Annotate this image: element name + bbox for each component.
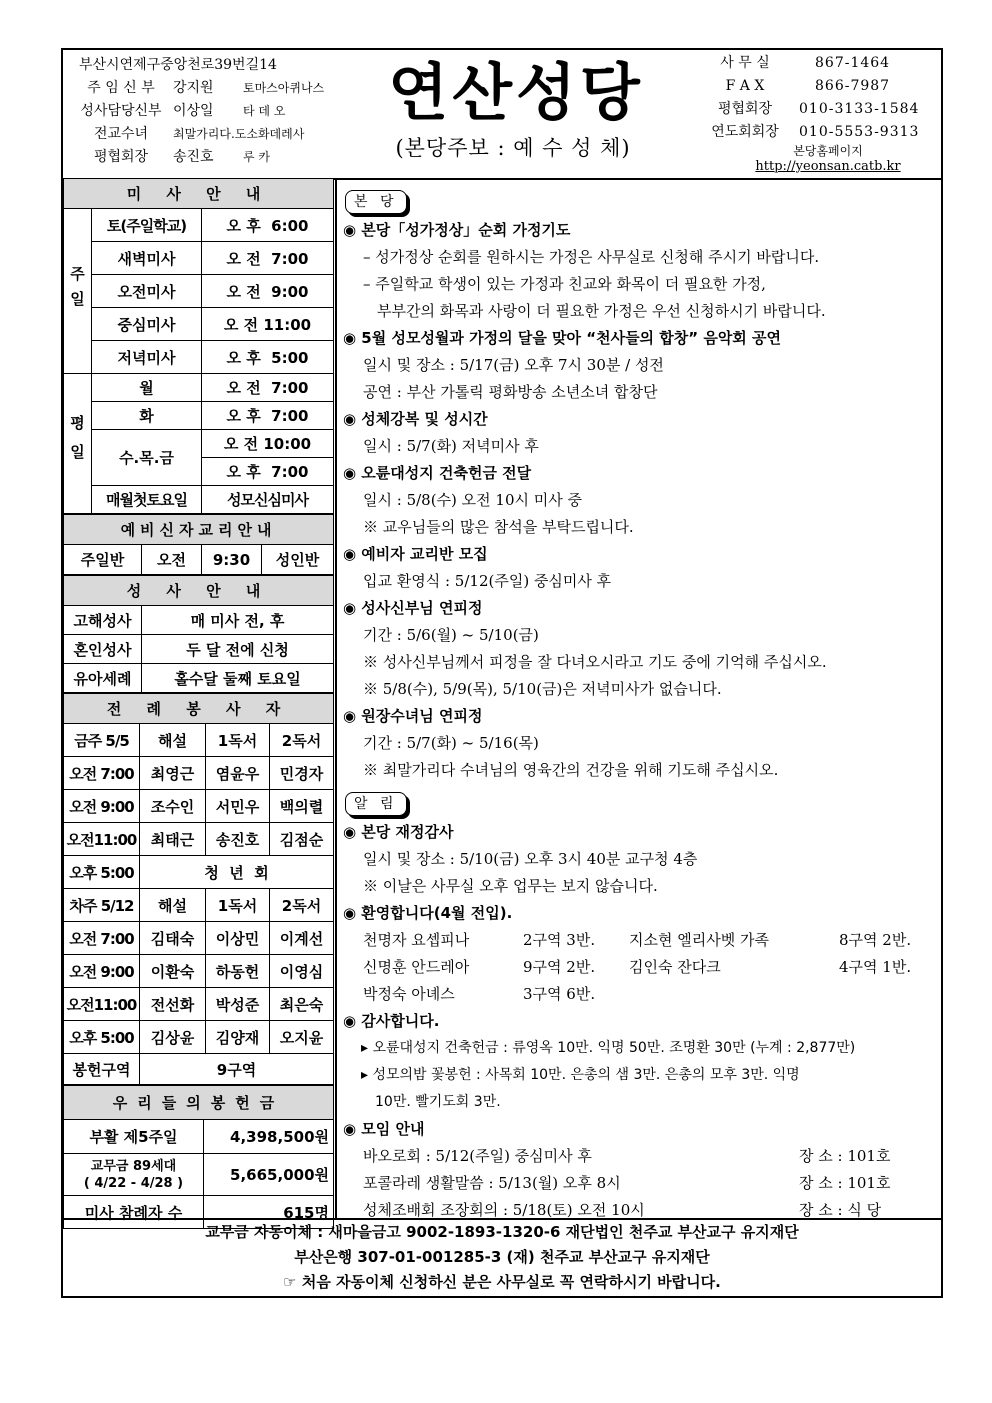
offering-area-value: 9구역 <box>140 1054 334 1085</box>
contact-row: 평협회장 010-3133-1584 <box>717 101 920 117</box>
notice-line: 부부간의 화목과 사랑이 더 필요한 가정은 우선 신청하시기 바랍니다. <box>377 302 826 320</box>
server-cell: 오지윤 <box>270 1021 334 1054</box>
notice-line: ※ 교우님들의 많은 참석을 부탁드립니다. <box>363 518 634 536</box>
parish-info <box>69 54 369 169</box>
bulletin-frame <box>61 48 943 1298</box>
sacrament-name: 유아세례 <box>64 664 142 693</box>
server-cell: 2독서 <box>270 724 334 757</box>
meeting-row: 성체조배회 조장회의 : 5/18(토) 오전 10시 장 소 : 식 당 <box>363 1201 882 1219</box>
server-cell: 최영근 <box>140 757 206 790</box>
mass-type: 성모신심미사 <box>202 486 334 514</box>
footer-line: 교무금 자동이체 : 새마을금고 9002-1893-1320-6 재단법인 천주교 부산교구 유지재단 <box>205 1223 799 1241</box>
notice-title: ◉ 성체강복 및 성시간 <box>343 410 488 428</box>
sacrament-name: 고해성사 <box>64 606 142 635</box>
mass-day: 월 <box>92 374 202 402</box>
server-cell: 염윤우 <box>206 757 270 790</box>
address: 부산시연제구중앙천로39번길14 <box>79 57 277 73</box>
mass-day: 수.목.금 <box>92 430 202 486</box>
mass-name: 토(주일학교) <box>92 209 202 242</box>
server-cell: 김점순 <box>270 823 334 856</box>
server-cell: 해설 <box>140 724 206 757</box>
homepage-link[interactable]: http://yeonsan.catb.kr <box>755 159 901 174</box>
notice-line: ※ 성사신부님께서 피정을 잘 다녀오시라고 기도 중에 기억해 주십시오. <box>363 653 827 671</box>
contact-row: F A X 866-7987 <box>725 78 891 94</box>
class-period: 오전 <box>142 545 202 575</box>
welcome-row: 박정숙 아녜스 3구역 6반. <box>363 985 596 1003</box>
mass-time: 오 후 7:00 <box>202 458 334 486</box>
mass-time: 오 후 7:00 <box>202 402 334 430</box>
server-cell: 청 년 회 <box>140 856 334 889</box>
notice-title: ◉ 본당「성가정상」순회 가정기도 <box>343 221 571 239</box>
homepage <box>713 144 943 174</box>
notice-line: 기간 : 5/6(월) ~ 5/10(금) <box>363 626 539 644</box>
server-cell: 오후 5:00 <box>64 1021 140 1054</box>
notice-line: – 성가정상 순회를 원하시는 가정은 사무실로 신청해 주시기 바랍니다. <box>363 248 820 266</box>
server-cell: 오전 7:00 <box>64 922 140 955</box>
server-cell: 이영심 <box>270 955 334 988</box>
server-cell: 김양재 <box>206 1021 270 1054</box>
offering-value: 615명 <box>204 1196 334 1229</box>
page-title: 연산성당 <box>388 56 644 129</box>
contacts <box>691 52 941 144</box>
server-cell: 민경자 <box>270 757 334 790</box>
mass-time: 오 전 10:00 <box>202 430 334 458</box>
mass-day: 화 <box>92 402 202 430</box>
thanks-line: ▸ 성모의밤 꽃봉헌 : 사목회 10만. 은총의 샘 3만. 은총의 모후 3만. 익명 <box>361 1067 800 1083</box>
server-cell: 1독서 <box>206 889 270 922</box>
meeting-row: 포콜라레 생활말씀 : 5/13(월) 오후 8시 장 소 : 101호 <box>363 1174 891 1192</box>
class-time: 9:30 <box>202 545 262 575</box>
server-cell: 차주 5/12 <box>64 889 140 922</box>
mass-name: 새벽미사 <box>92 242 202 275</box>
server-cell: 박성준 <box>206 988 270 1021</box>
server-cell: 김상윤 <box>140 1021 206 1054</box>
offering-area-label: 봉헌구역 <box>64 1054 140 1085</box>
server-cell: 오전 9:00 <box>64 790 140 823</box>
server-cell: 김태숙 <box>140 922 206 955</box>
server-cell: 서민우 <box>206 790 270 823</box>
server-cell: 오전11:00 <box>64 988 140 1021</box>
notice-title: ◉ 오륜대성지 건축헌금 전달 <box>343 464 532 482</box>
contact-row: 연도회회장 010-5553-9313 <box>711 124 920 140</box>
notice-line: 공연 : 부산 가톨릭 평화방송 소년소녀 합창단 <box>363 383 658 401</box>
sacrament-name: 혼인성사 <box>64 635 142 664</box>
notice-line: 일시 및 장소 : 5/10(금) 오후 3시 40분 교구청 4층 <box>363 850 698 868</box>
server-cell: 2독서 <box>270 889 334 922</box>
offering-value: 5,665,000원 <box>204 1154 334 1196</box>
mass-day: 매월첫토요일 <box>92 486 202 514</box>
weekday-label: 평일 <box>64 374 92 514</box>
staff-row: 평협회장 송진호 루 카 <box>93 149 270 165</box>
sacrament-desc: 매 미사 전, 후 <box>142 606 334 635</box>
server-cell: 전선화 <box>140 988 206 1021</box>
sunday-label: 주일 <box>64 209 92 374</box>
offering-label: 교무금 89세대 ( 4/22 - 4/28 ) <box>64 1154 204 1196</box>
mass-name: 저녁미사 <box>92 341 202 374</box>
sacrament-desc: 홀수달 둘째 토요일 <box>142 664 334 693</box>
notice-line: 입교 환영식 : 5/12(주일) 중심미사 후 <box>363 572 612 590</box>
mass-title: 미 사 안 내 <box>64 179 334 209</box>
notice-line: ※ 이날은 사무실 오후 업무는 보지 않습니다. <box>363 877 658 895</box>
server-cell: 1독서 <box>206 724 270 757</box>
mass-time: 오 전 7:00 <box>202 374 334 402</box>
notice-title: ◉ 5월 성모성월과 가정의 달을 맞아 “천사들의 합창” 음악회 공연 <box>343 329 782 347</box>
notice-line: ※ 5/8(수), 5/9(목), 5/10(금)은 저녁미사가 없습니다. <box>363 680 722 698</box>
mass-name: 오전미사 <box>92 275 202 308</box>
notice-title: ◉ 성사신부님 연피정 <box>343 599 483 617</box>
notice-line: 일시 : 5/7(화) 저녁미사 후 <box>363 437 539 455</box>
section-tag-notice: 알 림 <box>345 792 407 816</box>
catechumen-title: 예비신자교리안내 <box>64 515 334 545</box>
staff-row: 성사담당신부 이상일 타 데 오 <box>80 103 286 119</box>
welcome-row: 천명자 요셉피나 2구역 3반. 지소현 엘리사벳 가족 8구역 2반. <box>363 931 912 949</box>
offering-title: 우리들의봉헌금 <box>64 1086 334 1120</box>
section-tag-parish: 본 당 <box>345 190 407 214</box>
sacrament-desc: 두 달 전에 신청 <box>142 635 334 664</box>
notice-line: 기간 : 5/7(화) ~ 5/16(목) <box>363 734 539 752</box>
notice-title: ◉ 모임 안내 <box>343 1120 425 1138</box>
server-cell: 금주 5/5 <box>64 724 140 757</box>
meeting-row: 바오로회 : 5/12(주일) 중심미사 후 장 소 : 101호 <box>363 1147 891 1165</box>
footer-line: 부산은행 307-01-001285-3 (재) 천주교 부산교구 유지재단 <box>294 1248 710 1266</box>
sacrament-title: 성 사 안 내 <box>64 576 334 606</box>
mass-schedule-table <box>63 178 334 514</box>
server-cell: 이상민 <box>206 922 270 955</box>
server-cell: 해설 <box>140 889 206 922</box>
page-subtitle: (본당주보 : 예 수 성 체) <box>395 136 631 160</box>
header <box>63 50 941 180</box>
server-cell: 최태근 <box>140 823 206 856</box>
mass-time: 오 전 9:00 <box>202 275 334 308</box>
mass-time: 오 전 7:00 <box>202 242 334 275</box>
notice-title: ◉ 감사합니다. <box>343 1012 440 1030</box>
mass-name: 중심미사 <box>92 308 202 341</box>
notice-line: 일시 : 5/8(수) 오전 10시 미사 중 <box>363 491 583 509</box>
servers-table <box>63 693 334 1085</box>
offering-table <box>63 1085 334 1229</box>
server-cell: 오전 9:00 <box>64 955 140 988</box>
footer <box>63 1218 941 1298</box>
thanks-line: 10만. 빨기도회 3만. <box>375 1094 501 1110</box>
left-column <box>63 178 337 1222</box>
mass-time: 오 후 5:00 <box>202 341 334 374</box>
class-name: 주일반 <box>64 545 142 575</box>
server-cell: 송진호 <box>206 823 270 856</box>
server-cell: 오후 5:00 <box>64 856 140 889</box>
right-column <box>343 188 935 1224</box>
welcome-row: 신명훈 안드레아 9구역 2반. 김인숙 잔다크 4구역 1반. <box>363 958 912 976</box>
server-cell: 조수인 <box>140 790 206 823</box>
notice-title: ◉ 예비자 교리반 모집 <box>343 545 488 563</box>
sacrament-table <box>63 575 334 693</box>
server-cell: 오전11:00 <box>64 823 140 856</box>
catechumen-table <box>63 514 334 575</box>
footer-line: ☞ 처음 자동이체 신청하신 분은 사무실로 꼭 연락하시기 바랍니다. <box>283 1273 721 1291</box>
notice-line: 일시 및 장소 : 5/17(금) 오후 7시 30분 / 성전 <box>363 356 664 374</box>
contact-row: 사 무 실 867-1464 <box>720 55 891 71</box>
notice-line: ※ 최말가리다 수녀님의 영육간의 건강을 위해 기도해 주십시오. <box>363 761 779 779</box>
offering-label: 미사 참례자 수 <box>64 1196 204 1229</box>
server-cell: 하동헌 <box>206 955 270 988</box>
mass-time: 오 후 6:00 <box>202 209 334 242</box>
server-cell: 오전 7:00 <box>64 757 140 790</box>
server-cell: 최은숙 <box>270 988 334 1021</box>
staff-row: 전교수녀 최말가리다.도소화데레사 <box>93 126 305 142</box>
notice-title: ◉ 원장수녀님 연피정 <box>343 707 483 725</box>
mass-time: 오 전 11:00 <box>202 308 334 341</box>
servers-title: 전 례 봉 사 자 <box>64 694 334 724</box>
class-type: 성인반 <box>262 545 334 575</box>
server-cell: 이환숙 <box>140 955 206 988</box>
staff-row: 주 임 신 부 강지원 토마스아퀴나스 <box>87 80 325 96</box>
offering-value: 4,398,500원 <box>204 1120 334 1154</box>
server-cell: 백의렬 <box>270 790 334 823</box>
thanks-line: ▸ 오륜대성지 건축헌금 : 류영옥 10만. 익명 50만. 조명환 30만 (누계 : 2,877만) <box>361 1040 856 1056</box>
notice-line: – 주일학교 학생이 있는 가정과 친교와 화목이 더 필요한 가정, <box>363 275 766 293</box>
notice-title: ◉ 환영합니다(4월 전입). <box>343 904 513 922</box>
homepage-label: 본당홈페이지 <box>793 144 863 158</box>
offering-label: 부활 제5주일 <box>64 1120 204 1154</box>
server-cell: 이계선 <box>270 922 334 955</box>
notice-title: ◉ 본당 재정감사 <box>343 823 454 841</box>
